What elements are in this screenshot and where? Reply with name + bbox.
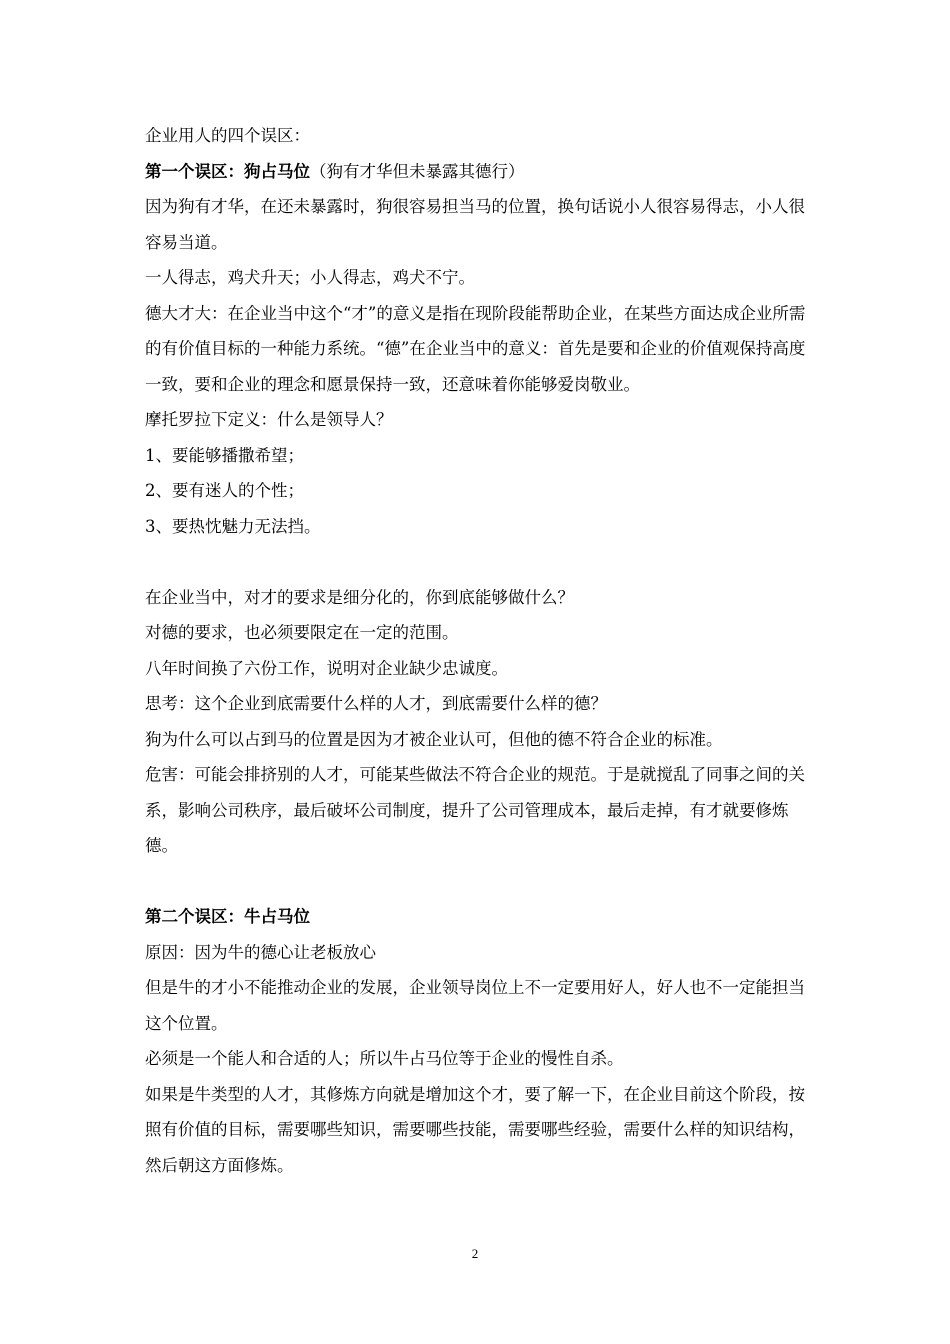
intro-line: 企业用人的四个误区： <box>145 126 310 145</box>
paragraph: 必须是一个能人和合适的人；所以牛占马位等于企业的慢性自杀。 <box>145 1049 624 1068</box>
paragraph: 思考：这个企业到底需要什么样的人才，到底需要什么样的德？ <box>145 694 607 713</box>
list-item: 1、要能够播撒希望； <box>145 445 304 465</box>
blank-line <box>145 544 810 580</box>
section-1-title: 第一个误区：狗占马位 <box>145 161 310 181</box>
paragraph: 一人得志，鸡犬升天；小人得志，鸡犬不宁。 <box>145 268 475 287</box>
section-1-heading <box>145 154 810 190</box>
paragraph: 八年时间换了六份工作，说明对企业缺少忠诚度。 <box>145 658 508 678</box>
paragraph: 因为狗有才华，在还未暴露时，狗很容易担当马的位置，换句话说小人很容易得志，小人很容易当道。 <box>145 197 805 252</box>
section-2-heading: 第二个误区：牛占马位 <box>145 907 310 926</box>
paragraph: 但是牛的才小不能推动企业的发展，企业领导岗位上不一定要用好人，好人也不一定能担当这个位置。 <box>145 978 805 1033</box>
paragraph: 德大才大：在企业当中这个“才”的意义是指在现阶段能帮助企业，在某些方面达成企业所需的有价值目标的一种能力系统。“德”在企业当中的意义：首先是要和企业的价值观保持高度一致，要和企业的理念和愿景保持一致，还意味着你能够爱岗敬业。 <box>145 303 806 394</box>
list-item: 2、要有迷人的个性； <box>145 481 304 500</box>
blank-line <box>145 864 810 900</box>
section-1-note: （狗有才华但未暴露其德行） <box>310 161 525 181</box>
paragraph: 狗为什么可以占到马的位置是因为才被企业认可，但他的德不符合企业的标准。 <box>145 729 723 749</box>
document-body <box>145 118 810 1183</box>
paragraph: 摩托罗拉下定义：什么是领导人？ <box>145 410 393 429</box>
paragraph: 在企业当中，对才的要求是细分化的，你到底能够做什么？ <box>145 587 574 607</box>
paragraph: 原因：因为牛的德心让老板放心 <box>145 942 376 962</box>
paragraph: 危害：可能会排挤别的人才，可能某些做法不符合企业的规范。于是就搅乱了同事之间的关系，影响公司秩序，最后破坏公司制度，提升了公司管理成本，最后走掉，有才就要修炼德。 <box>145 765 805 855</box>
page-number: 2 <box>471 1246 479 1261</box>
paragraph: 对德的要求，也必须要限定在一定的范围。 <box>145 623 459 642</box>
list-item: 3、要热忱魅力无法挡。 <box>145 516 321 536</box>
paragraph: 如果是牛类型的人才，其修炼方向就是增加这个才，要了解一下，在企业目前这个阶段，按照有价值的目标，需要哪些知识，需要哪些技能，需要哪些经验，需要什么样的知识结构，然后朝这方面修炼。 <box>145 1084 805 1175</box>
